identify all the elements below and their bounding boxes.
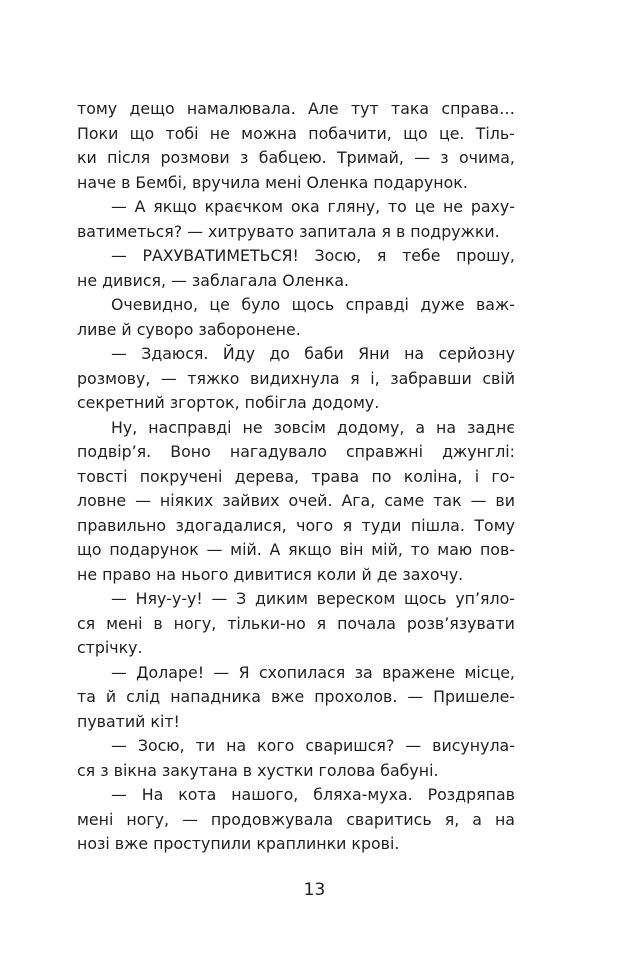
text-line: — РАХУВАТИМЕТЬСЯ! Зосю, я тебе прошу, [111,246,515,265]
text-line: тому дещо намалювала. Але тут така справа… [77,99,515,118]
text-line: — Доларе! — Я схопилася за вражене місце, [111,662,515,682]
text-line: — Здаюся. Йду до баби Яни на серйозну [111,344,515,363]
text-line: ся мені в ногу, тільки-но я почала розв’язувати [77,613,515,633]
text-line: Ну, насправді не зовсім додому, а на заднє [111,417,515,437]
text-line: — Няу-у-у! — З диким вереском щось уп’яло- [111,589,515,608]
text-line: що подарунок — мій. А якщо він мій, то маю пов- [77,540,515,559]
text-line: ливе й суворо заборонене. [77,319,301,339]
text-line: Очевидно, це було щось справді дуже важ- [111,295,515,314]
text-line: пуватий кіт! [77,711,180,731]
text-line: ловне — ніяких зайвих очей. Ага, саме так — ви [77,491,515,510]
body-text [77,97,515,857]
text-line: ся з вікна закутана в хустки голова бабуні. [77,760,439,780]
text-line: нозі вже проступили краплинки крові. [77,834,400,853]
text-line: ватиметься? — хитрувато запитала я в подружки. [77,221,500,241]
text-line: розмову, — тяжко видихнула я і, забравши свій [77,368,515,388]
text-line: — Зосю, ти на кого сваришся? — висунула- [111,736,515,755]
page-number: 13 [303,880,326,900]
text-line: наче в Бембі, вручила мені Оленка подарунок. [77,172,468,192]
text-line: секретний згорток, побігла додому. [77,393,380,412]
text-line: правильно здогадалися, чого я туди пішла. Тому [77,515,515,535]
text-line: — На кота нашого, бляха-муха. Роздряпав [111,785,515,804]
text-line: мені ногу, — продовжувала сваритись я, а на [77,809,515,829]
text-line: подвір’я. Воно нагадувало справжні джунглі: [77,442,515,461]
text-line: Поки що тобі не можна побачити, що це. Тіль- [77,123,515,143]
text-line: не дивися, — заблагала Оленка. [77,270,350,290]
text-line: та й слід нападника вже прохолов. — Пришеле- [77,687,515,706]
text-line: стрічку. [77,638,143,657]
text-line: — А якщо краєчком ока гляну, то це не раху- [111,197,515,216]
text-line: не право на нього дивитися коли й де захочу. [77,564,464,584]
text-line: ки після розмови з бабцею. Тримай, — з очима, [77,148,515,167]
text-line: товсті покручені дерева, трава по коліна, і го- [77,466,515,486]
